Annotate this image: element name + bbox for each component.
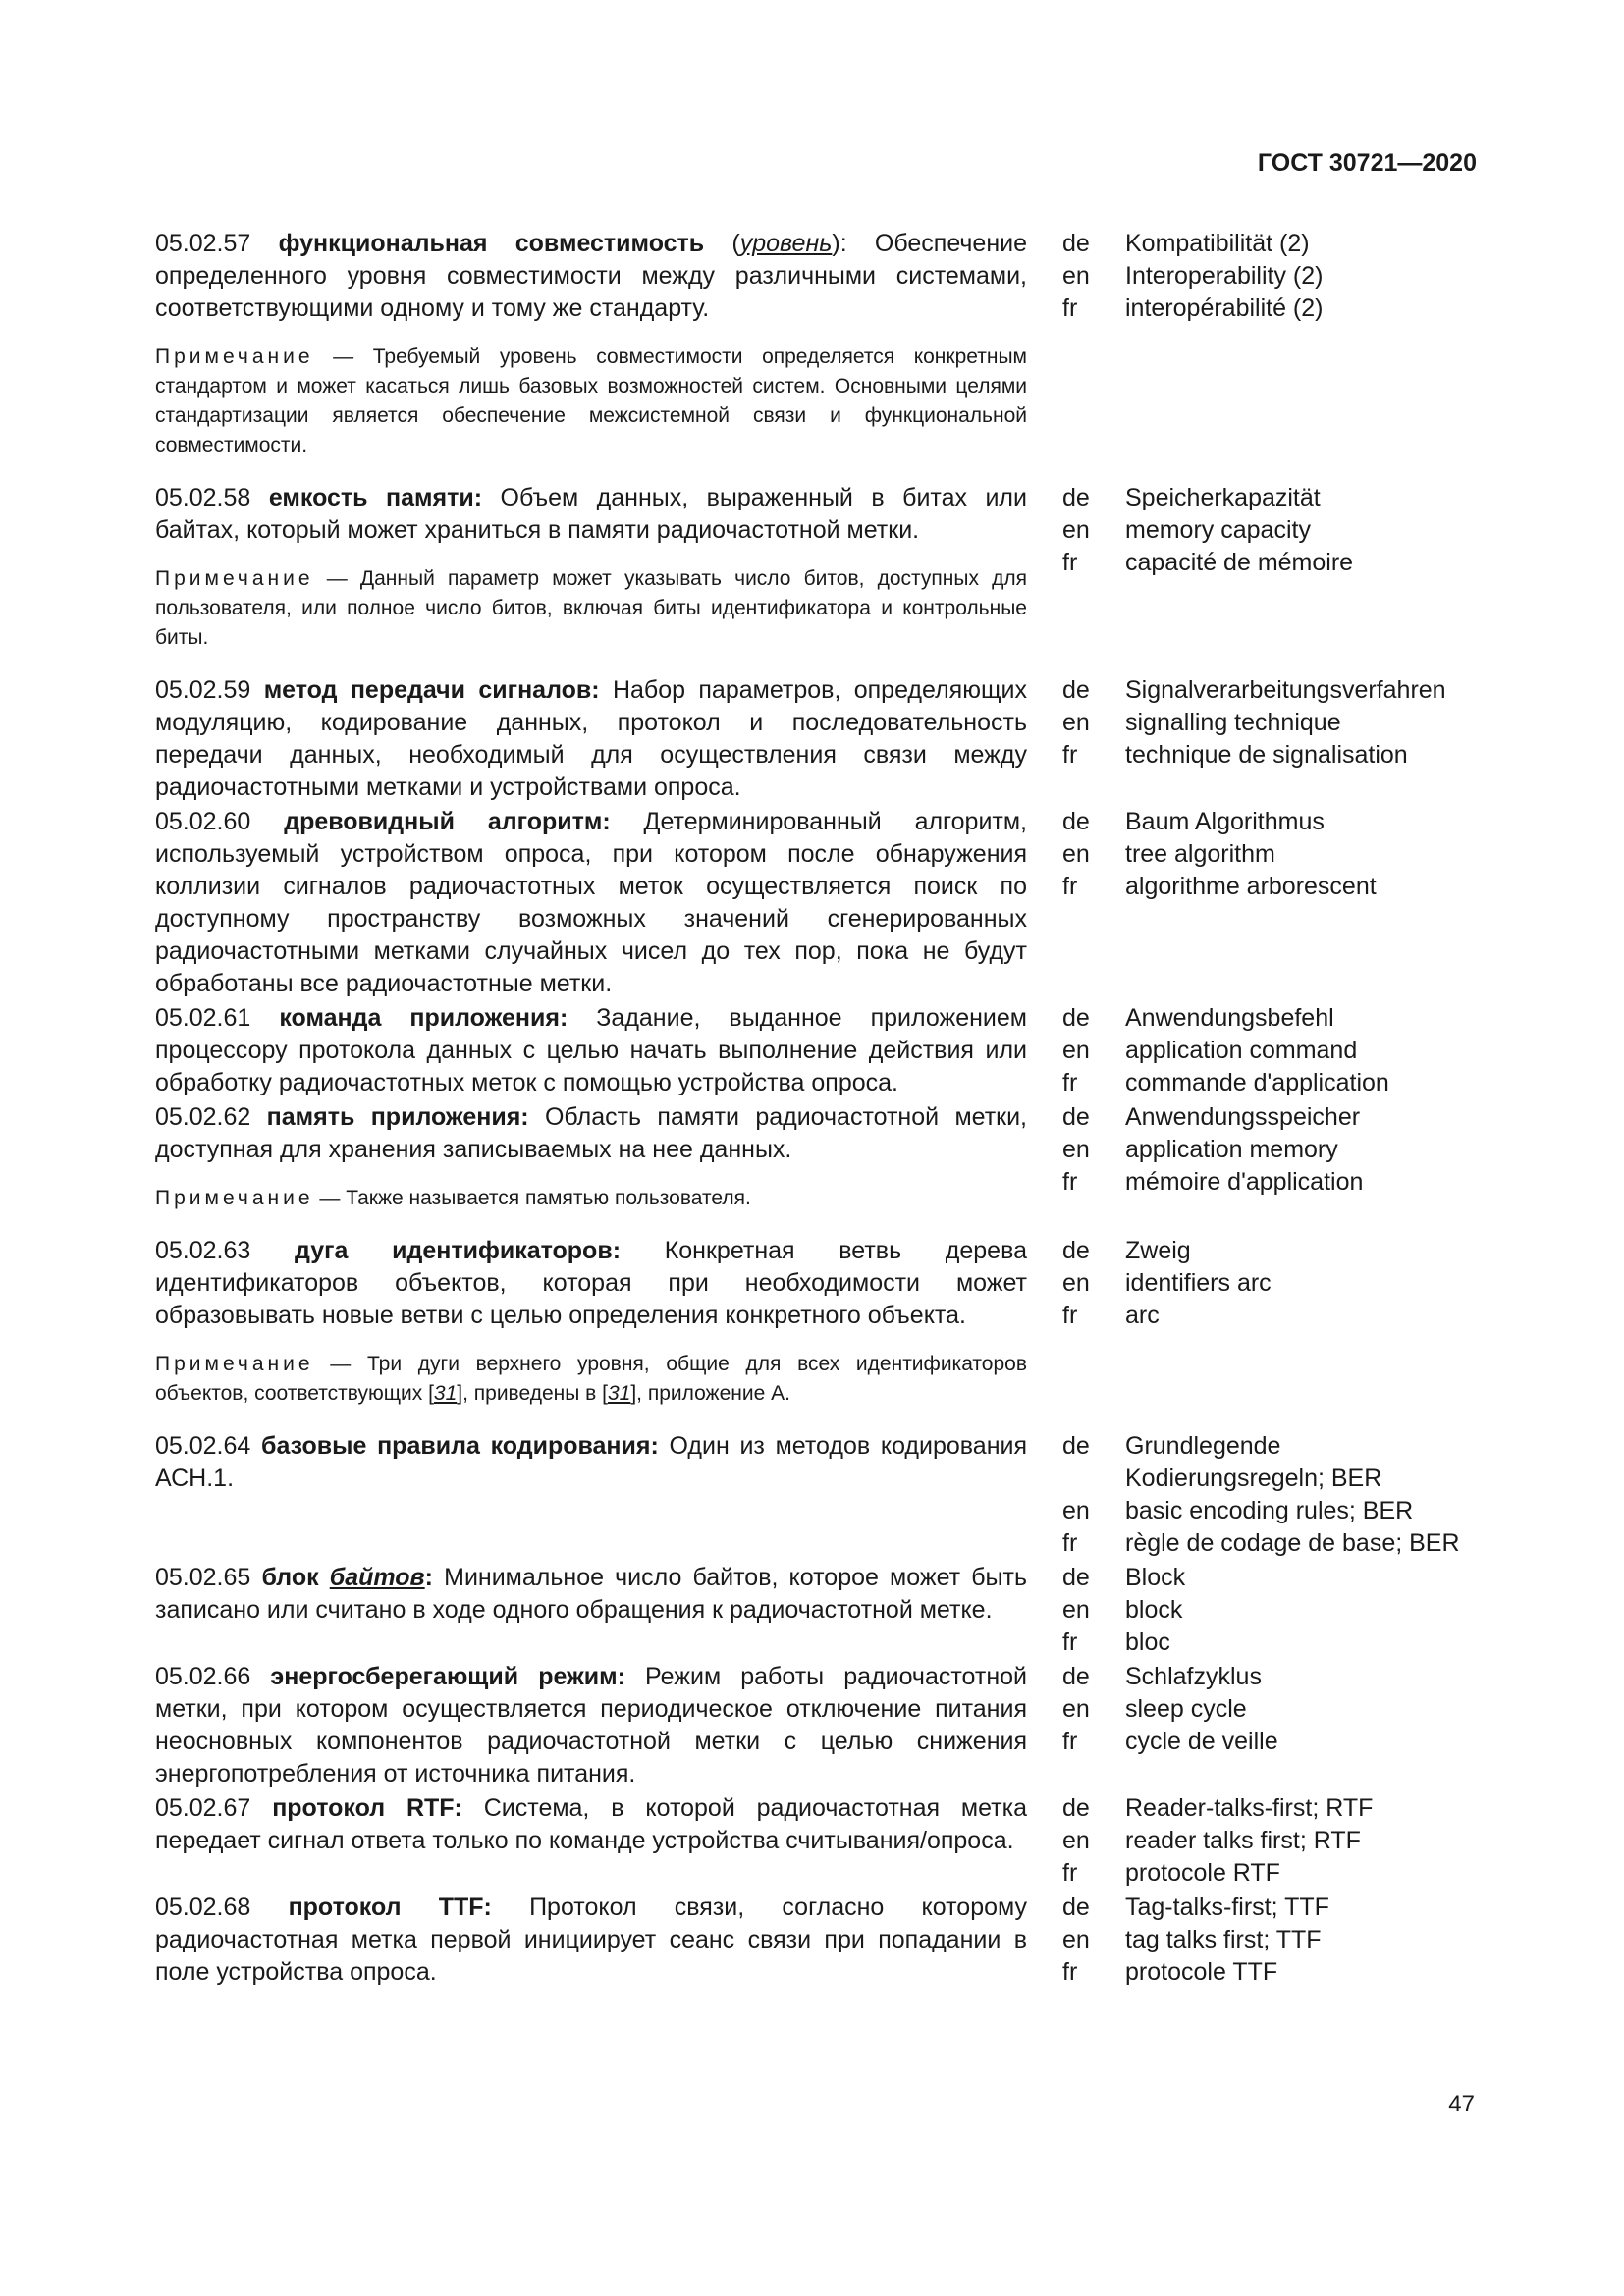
translation-en: en sleep cycle bbox=[1062, 1695, 1247, 1723]
translation-de: de Schlafzyklus bbox=[1062, 1663, 1262, 1690]
translation-de: de Baum Algorithmus bbox=[1062, 808, 1325, 835]
term-entries bbox=[155, 228, 1481, 1991]
translation-fr: fr algorithme arborescent bbox=[1062, 873, 1377, 900]
translation-fr: fr arc bbox=[1062, 1302, 1160, 1329]
term-entry-05-02-61 bbox=[155, 1002, 1481, 1099]
page-number: 47 bbox=[1448, 2091, 1475, 2117]
translation-fr: fr commande d'application bbox=[1062, 1069, 1389, 1096]
translation-fr: fr cycle de veille bbox=[1062, 1728, 1278, 1755]
term: дуга идентификаторов: bbox=[295, 1237, 622, 1264]
term-entry-05-02-63 bbox=[155, 1235, 1481, 1409]
note: Примечание — Требуемый уровень совместимости определяется конкретным стандартом и может касаться лишь базовых возможностей систем. Основными целями стандартизации является обеспечение межсистемной связи и функциональной совместимости. bbox=[155, 346, 1027, 456]
translation-de: de Anwendungsbefehl bbox=[1062, 1004, 1334, 1032]
note: Примечание — Также называется памятью пользователя. bbox=[155, 1187, 751, 1209]
translation-fr: fr capacité de mémoire bbox=[1062, 549, 1354, 576]
definition: 05.02.60 древовидный алгоритм: Детерминированный алгоритм, используемый устройством опроса, при котором после обнаружения коллизии сигналов радиочастотных меток осуществляется поиск по доступному пространству возможных значений сгенерированных радиочастотными метками случайных чисел до тех пор, пока не будут обработаны все радиочастотные метки. bbox=[155, 808, 1027, 997]
translations bbox=[1062, 228, 1481, 460]
term: емкость памяти: bbox=[268, 484, 483, 511]
translations bbox=[1062, 1235, 1481, 1409]
term-qualifier: уровень bbox=[739, 230, 833, 257]
term: блок байтов: bbox=[261, 1564, 433, 1591]
note: Примечание — Данный параметр может указывать число битов, доступных для пользователя, или полное число битов, включая биты идентификатора и контрольные биты. bbox=[155, 567, 1027, 649]
translation-de: de Reader-talks-first; RTF bbox=[1062, 1794, 1374, 1822]
reference-link[interactable]: 31 bbox=[433, 1382, 458, 1405]
term-entry-05-02-65 bbox=[155, 1562, 1481, 1659]
definition: 05.02.66 энергосберегающий режим: Режим работы радиочастотной метки, при котором осуществляется периодическое отключение питания неосновных компонентов радиочастотной метки с целью снижения энергопотребления от источника питания. bbox=[155, 1663, 1027, 1788]
definition: 05.02.57 функциональная совместимость (уровень): Обеспечение определенного уровня совместимости между различными системами, соответствующими одному и тому же стандарту. bbox=[155, 230, 1027, 322]
translation-de: de Block bbox=[1062, 1564, 1186, 1591]
translation-en: en signalling technique bbox=[1062, 709, 1341, 736]
term: древовидный алгоритм: bbox=[284, 808, 611, 835]
term: базовые правила кодирования: bbox=[261, 1432, 659, 1460]
translation-fr: fr mémoire d'application bbox=[1062, 1168, 1364, 1196]
definition: 05.02.64 базовые правила кодирования: Один из методов кодирования АСН.1. bbox=[155, 1432, 1027, 1492]
translation-fr: fr technique de signalisation bbox=[1062, 741, 1408, 769]
definition: 05.02.67 протокол RTF: Система, в которой радиочастотная метка передает сигнал ответа только по команде устройства считывания/опроса. bbox=[155, 1794, 1027, 1854]
translation-de: de Speicherkapazität bbox=[1062, 484, 1321, 511]
translations bbox=[1062, 1661, 1481, 1790]
term-entry-05-02-64 bbox=[155, 1430, 1481, 1560]
translation-fr: fr bloc bbox=[1062, 1629, 1170, 1656]
definition: 05.02.68 протокол TTF: Протокол связи, согласно которому радиочастотная метка первой инициирует сеанс связи при попадании в поле устройства опроса. bbox=[155, 1894, 1027, 1986]
term-entry-05-02-66 bbox=[155, 1661, 1481, 1790]
translation-en: en Interoperability (2) bbox=[1062, 262, 1324, 290]
translation-en: en tag talks first; TTF bbox=[1062, 1926, 1322, 1953]
translation-en: en application memory bbox=[1062, 1136, 1338, 1163]
definition: 05.02.59 метод передачи сигналов: Набор параметров, определяющих модуляцию, кодирование данных, протокол и последовательность передачи данных, необходимый для осуществления связи между радиочастотными метками и устройствами опроса. bbox=[155, 676, 1028, 801]
term: функциональная совместимость bbox=[278, 230, 705, 257]
translation-de: de Tag-talks-first; TTF bbox=[1062, 1894, 1329, 1921]
translation-en: en application command bbox=[1062, 1037, 1358, 1064]
translations bbox=[1062, 1892, 1481, 1989]
translation-en: en tree algorithm bbox=[1062, 840, 1275, 868]
translation-de: de Anwendungsspeicher bbox=[1062, 1103, 1361, 1131]
term: протокол RTF: bbox=[272, 1794, 462, 1822]
term-entry-05-02-62 bbox=[155, 1101, 1481, 1213]
term: память приложения: bbox=[266, 1103, 529, 1131]
definition: 05.02.58 емкость памяти: Объем данных, выраженный в битах или байтах, который может храниться в памяти радиочастотной метки. bbox=[155, 484, 1027, 544]
definition: 05.02.65 блок байтов: Минимальное число байтов, которое может быть записано или считано в ходе одного обращения к радиочастотной метке. bbox=[155, 1564, 1027, 1624]
term-entry-05-02-59 bbox=[155, 674, 1481, 804]
translations bbox=[1062, 1101, 1481, 1213]
translations bbox=[1062, 1792, 1481, 1890]
reference-link[interactable]: 31 bbox=[607, 1382, 631, 1405]
translation-fr: fr protocole TTF bbox=[1062, 1958, 1278, 1986]
term: метод передачи сигналов: bbox=[263, 676, 600, 704]
definition: 05.02.62 память приложения: Область памяти радиочастотной метки, доступная для хранения записываемых на нее данных. bbox=[155, 1103, 1028, 1163]
translation-de: de Zweig bbox=[1062, 1237, 1191, 1264]
term-entry-05-02-67 bbox=[155, 1792, 1481, 1890]
translation-en: en identifiers arc bbox=[1062, 1269, 1272, 1297]
translation-de: de Kompatibilität (2) bbox=[1062, 230, 1310, 257]
definition: 05.02.61 команда приложения: Задание, выданное приложением процессору протокола данных с целью начать выполнение действия или обработку радиочастотных меток с помощью устройства опроса. bbox=[155, 1004, 1027, 1096]
translation-en: en reader talks first; RTF bbox=[1062, 1827, 1361, 1854]
translation-fr: fr règle de codage de base; BER bbox=[1062, 1529, 1460, 1557]
note: Примечание — Три дуги верхнего уровня, общие для всех идентификаторов объектов, соответствующих [31], приведены в [31], приложение А. bbox=[155, 1353, 1027, 1405]
term-link[interactable]: байтов bbox=[329, 1564, 425, 1591]
definition: 05.02.63 дуга идентификаторов: Конкретная ветвь дерева идентификаторов объектов, которая при необходимости может образовывать новые ветви с целью определения конкретного объекта. bbox=[155, 1237, 1027, 1329]
translations bbox=[1062, 674, 1481, 804]
term: команда приложения: bbox=[279, 1004, 568, 1032]
translations bbox=[1062, 1002, 1481, 1099]
standard-header: ГОСТ 30721—2020 bbox=[1257, 149, 1477, 177]
translation-fr: fr interopérabilité (2) bbox=[1062, 294, 1324, 322]
translations bbox=[1062, 806, 1481, 1000]
term-entry-05-02-57 bbox=[155, 228, 1481, 460]
term: энергосберегающий режим: bbox=[270, 1663, 625, 1690]
translation-fr: fr protocole RTF bbox=[1062, 1859, 1280, 1887]
translation-en: en memory capacity bbox=[1062, 516, 1311, 544]
translation-de: de Signalverarbeitungsverfahren bbox=[1062, 676, 1446, 704]
term-entry-05-02-68 bbox=[155, 1892, 1481, 1989]
term-entry-05-02-60 bbox=[155, 806, 1481, 1000]
translations bbox=[1062, 1430, 1481, 1560]
translations bbox=[1062, 482, 1481, 653]
translation-en: en block bbox=[1062, 1596, 1183, 1624]
translations bbox=[1062, 1562, 1481, 1659]
term-entry-05-02-58 bbox=[155, 482, 1481, 653]
term: протокол TTF: bbox=[288, 1894, 492, 1921]
translation-de: de Grundlegende Kodierungsregeln; BER bbox=[1062, 1432, 1382, 1492]
translation-en: en basic encoding rules; BER bbox=[1062, 1497, 1414, 1524]
